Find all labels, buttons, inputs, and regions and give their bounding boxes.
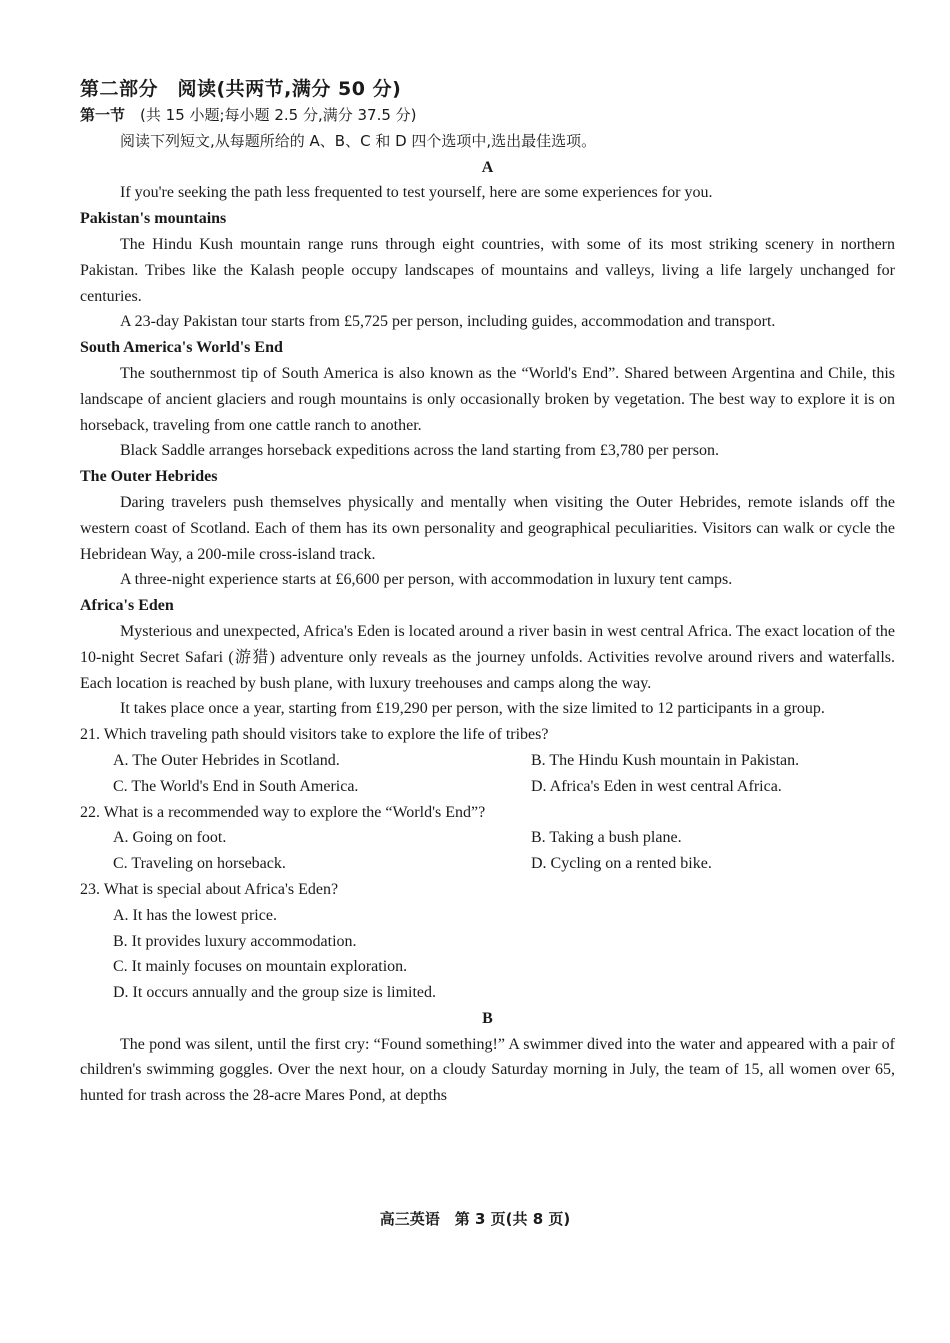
page-footer: 高三英语 第 3 页(共 8 页)	[379, 1210, 571, 1228]
passage-a-intro: If you're seeking the path less frequented to test yourself, here are some experiences for you.	[120, 184, 713, 202]
option: B. Taking a bush plane.	[531, 829, 682, 847]
paragraph: Daring travelers push themselves physically and mentally when visiting the Outer Hebrides, remote islands off the western coast of Scotland. Each of them has its own personality and geographical peculiarities. Visitors can walk or cycle the Hebridean Way, a 200-mile cross-island track.	[80, 493, 895, 563]
section-note: (共 15 小题;每小题 2.5 分,满分 37.5 分)	[140, 106, 417, 124]
paragraph: The Hindu Kush mountain range runs through eight countries, with some of its most striking scenery in northern Pakistan. Tribes like the Kalash people occupy landscapes of mountains and valleys, living a life largely unchanged for centuries.	[80, 235, 895, 305]
options-list	[80, 825, 895, 877]
option: A. The Outer Hebrides in Scotland.	[113, 751, 340, 769]
option: B. It provides luxury accommodation.	[113, 932, 357, 950]
part-title: 第二部分 阅读(共两节,满分 50 分)	[80, 78, 402, 100]
option: D. It occurs annually and the group size is limited.	[113, 984, 437, 1002]
question-stem: 21. Which traveling path should visitors take to explore the life of tribes?	[80, 726, 549, 744]
options-list	[80, 748, 895, 800]
option: B. The Hindu Kush mountain in Pakistan.	[531, 751, 800, 769]
section-label: 第一节	[80, 106, 126, 124]
option: D. Cycling on a rented bike.	[531, 855, 712, 873]
section-heading: South America's World's End	[80, 339, 283, 357]
paragraph: A three-night experience starts at £6,600 per person, with accommodation in luxury tent camps.	[120, 571, 733, 589]
option: A. It has the lowest price.	[113, 906, 277, 924]
paragraph: A 23-day Pakistan tour starts from £5,725 per person, including guides, accommodation and transport.	[120, 313, 776, 331]
instruction: 阅读下列短文,从每题所给的 A、B、C 和 D 四个选项中,选出最佳选项。	[120, 131, 597, 150]
section-title	[80, 103, 895, 129]
section-heading: Pakistan's mountains	[80, 210, 227, 228]
paragraph: Mysterious and unexpected, Africa's Eden is located around a river basin in west central Africa. The exact location of the 10-night Secret Safari (游猎) adventure only reveals as the journey unfolds. Activities revolve around rivers and waterfalls. Each location is reached by bush plane, with luxury treehouses and camps along the way.	[80, 622, 895, 692]
questions	[80, 722, 895, 1006]
section-heading: The Outer Hebrides	[80, 468, 218, 486]
option: C. Traveling on horseback.	[113, 855, 286, 873]
passage-b-paragraph: The pond was silent, until the first cry: “Found something!” A swimmer dived into the water and appeared with a pair of children's swimming goggles. Over the next hour, on a cloudy Saturday morning in July, the team of 15, all women over 65, hunted for trash across the 28-acre Mares Pond, at depths	[80, 1035, 895, 1105]
paragraph: Black Saddle arranges horseback expeditions across the land starting from £3,780 per person.	[120, 442, 719, 460]
options-list	[80, 903, 895, 1006]
paragraph: The southernmost tip of South America is also known as the “World's End”. Shared between Argentina and Chile, this landscape of ancient glaciers and rough mountains is only occasionally broken by vegetation. The best way to explore it is on horseback, traveling from one cattle ranch to another.	[80, 364, 895, 434]
question-stem: 23. What is special about Africa's Eden?	[80, 880, 339, 898]
option: C. It mainly focuses on mountain exploration.	[113, 958, 408, 976]
option: C. The World's End in South America.	[113, 777, 359, 795]
exam-page	[80, 76, 895, 1109]
option: D. Africa's Eden in west central Africa.	[531, 777, 782, 795]
section-heading: Africa's Eden	[80, 597, 174, 615]
passage-b-label: B	[482, 1009, 493, 1027]
option: A. Going on foot.	[113, 829, 227, 847]
passage-a-label: A	[481, 158, 494, 176]
paragraph: It takes place once a year, starting from £19,290 per person, with the size limited to 12 participants in a group.	[120, 700, 825, 718]
passage-a-sections	[80, 206, 895, 722]
question-stem: 22. What is a recommended way to explore the “World's End”?	[80, 803, 486, 821]
